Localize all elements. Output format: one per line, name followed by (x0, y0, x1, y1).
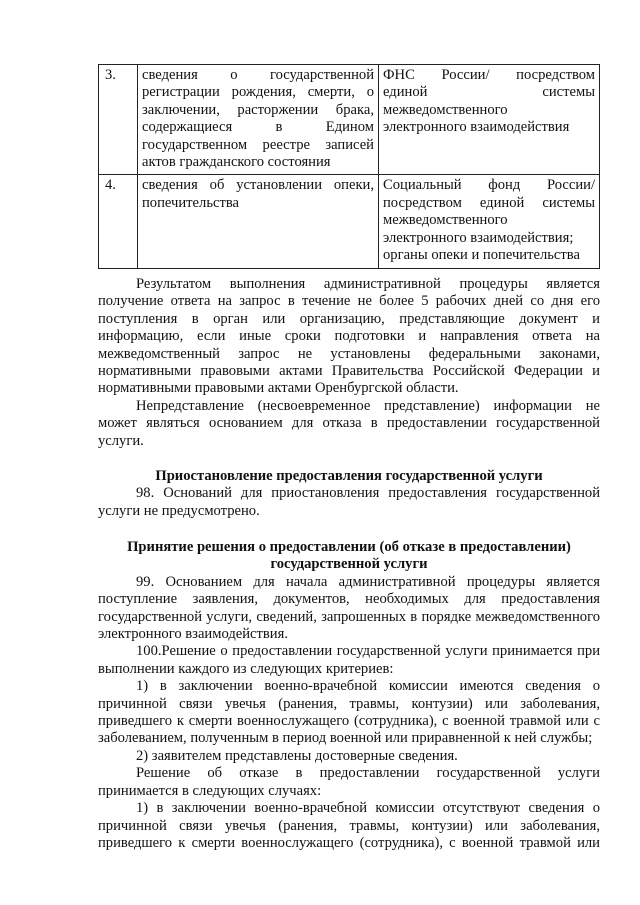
cell-line: межведомственного (383, 101, 508, 118)
cell-line: единой системы (383, 84, 595, 101)
cell-line: попечительства (142, 194, 240, 211)
cell-line: межведомственного (383, 212, 508, 229)
paragraph-non-submission: Непредставление (несвоевременное представление) информации не может являться основанием для отказа в предоставлении государственной услуги. (98, 397, 600, 449)
cell-line: ФНС России/ посредством (383, 67, 595, 83)
procedure-result-section (98, 276, 600, 450)
table-row (99, 175, 600, 269)
cell-line: содержащиеся в Едином (142, 119, 374, 136)
cell-line: государственном реестре записей (142, 136, 374, 153)
heading-line: Принятие решения о предоставлении (об отказе в предоставлении) (127, 539, 571, 555)
info-sources-table (98, 64, 600, 269)
cell-line: посредством единой системы (383, 194, 595, 211)
cell-line: сведения о государственной (142, 67, 374, 83)
cell-line: электронного взаимодействия (383, 119, 570, 136)
row-number: 3. (99, 65, 138, 175)
section-heading-suspension: Приостановление предоставления государственной услуги (155, 468, 543, 484)
paragraph-99: 99. Основанием для начала административной процедуры является поступление заявления, документов, необходимых для предоставления государственной услуги, сведений, запрошенных в порядке межведомственного электронного взаимодействия. (98, 573, 600, 643)
cell-line: актов гражданского состояния (142, 154, 331, 171)
criterion-2: 2) заявителем представлены достоверные сведения. (136, 747, 458, 764)
cell-line: электронного взаимодействия; (383, 229, 574, 246)
cell-line: регистрации рождения, смерти, о (142, 84, 374, 101)
paragraph-100: 100.Решение о предоставлении государственной услуги принимается при выполнении каждого из следующих критериев: (98, 643, 600, 677)
cell-line: сведения об установлении опеки, (142, 177, 374, 194)
table-row (99, 65, 600, 175)
cell-line: заключении, расторжении брака, (142, 101, 374, 118)
cell-line: органы опеки и попечительства (383, 247, 580, 264)
section-heading-decision (98, 539, 600, 574)
provider-cell (379, 175, 600, 269)
row-number: 4. (99, 175, 138, 269)
paragraph-result: Результатом выполнения административной процедуры является получение ответа на запрос в течение не более 5 рабочих дней со дня его поступления в орган или организацию, представляющие документ и информацию, если иные сроки подготовки и направления ответа на межведомственный запрос не установлены федеральными законами, нормативными правовыми актами Правительства Российской Федерации и нормативными правовыми актами Оренбургской области. (98, 276, 600, 397)
cell-line: Социальный фонд России/ (383, 177, 595, 194)
info-cell (138, 175, 379, 269)
suspension-section (98, 468, 600, 520)
provider-cell (379, 65, 600, 175)
refusal-case-1: 1) в заключении военно-врачебной комиссии отсутствуют сведения о причинной связи увечья (ранения, травмы, контузии) или заболевания, приведшего к смерти военнослужащего (сотрудника), с военной травмой или (98, 800, 600, 851)
decision-section (98, 539, 600, 852)
paragraph-refusal: Решение об отказе в предоставлении государственной услуги принимается в следующих случаях: (98, 765, 600, 799)
criterion-1: 1) в заключении военно-врачебной комиссии имеются сведения о причинной связи увечья (ранения, травмы, контузии) или заболевания, приведшего к смерти военнослужащего (сотрудника), с военной травмой или с заболеванием, полученным в период военной или приравненной к ней службы; (98, 678, 600, 747)
paragraph-98: 98. Оснований для приостановления предоставления государственной услуги не предусмотрено. (98, 485, 600, 519)
heading-line: государственной услуги (270, 556, 428, 573)
info-cell (138, 65, 379, 175)
